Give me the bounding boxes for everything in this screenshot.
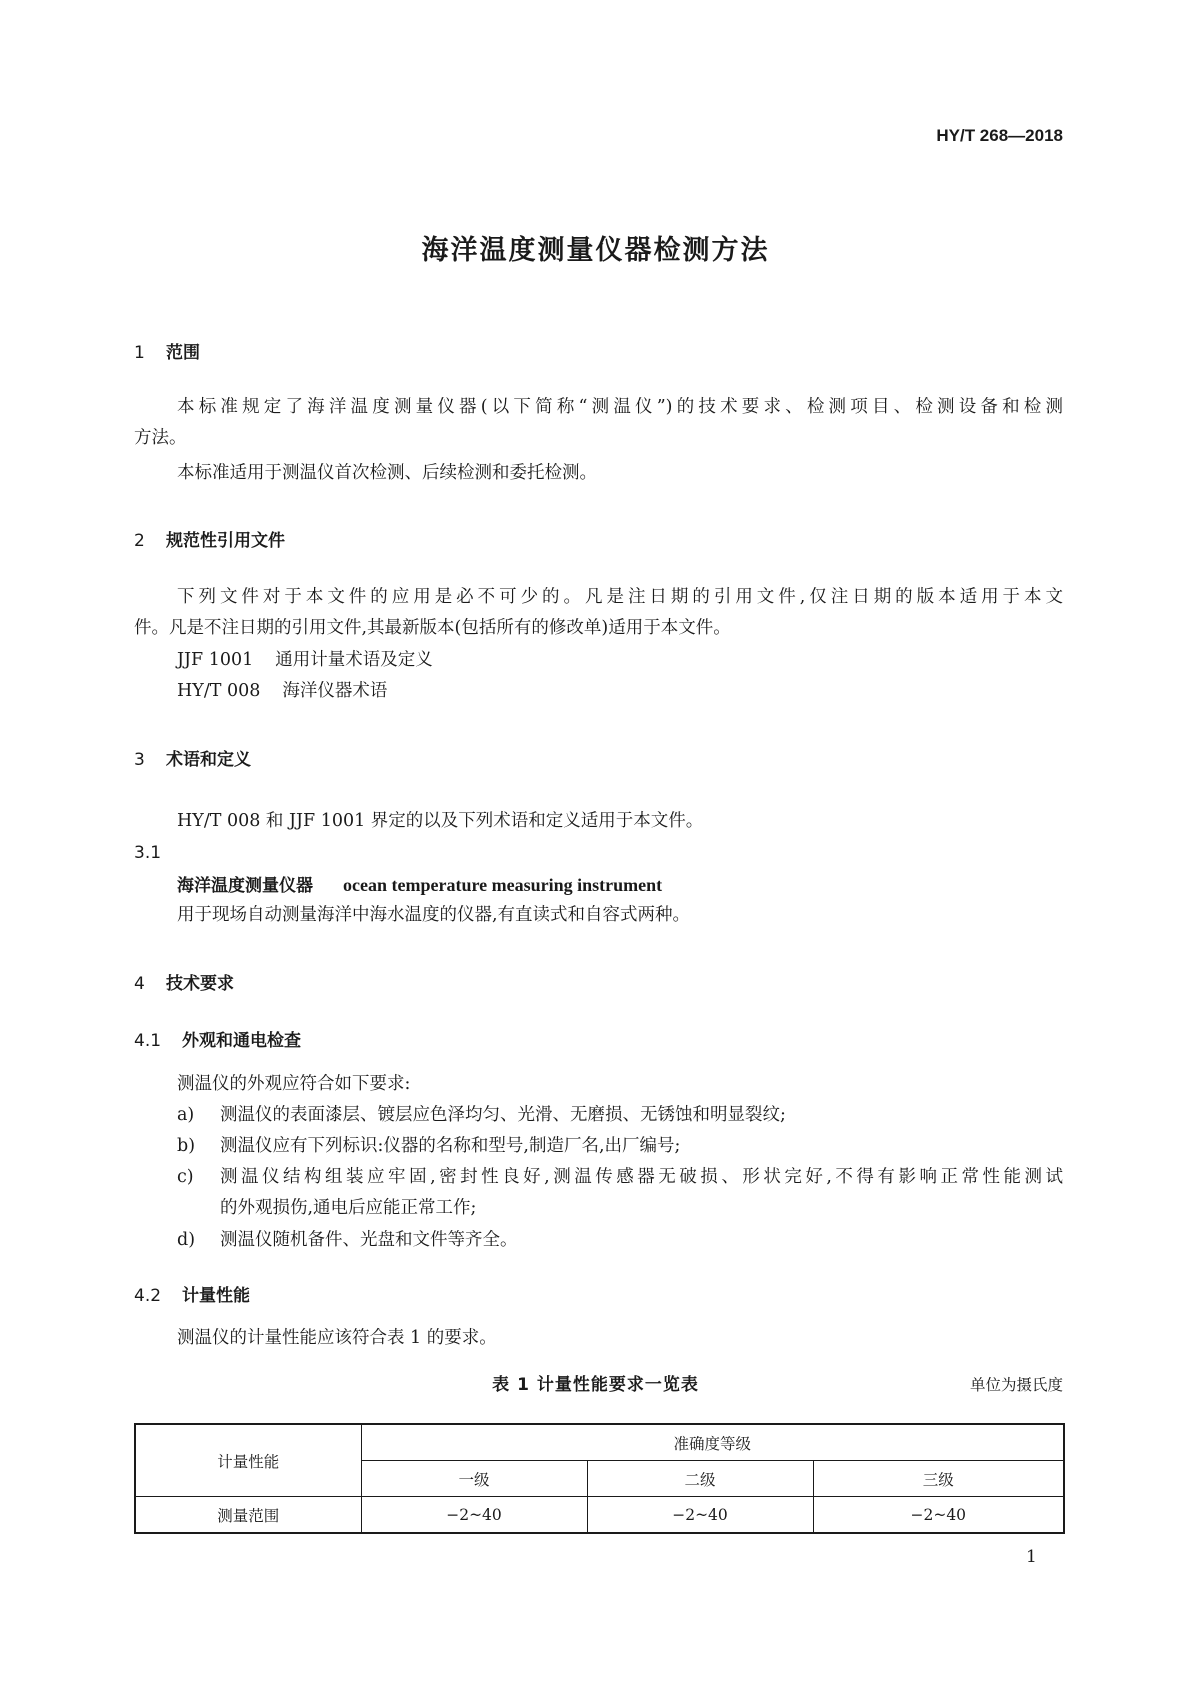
section-title: 术语和定义	[166, 750, 251, 770]
list-marker: d)	[177, 1230, 196, 1250]
reference-item	[177, 676, 387, 707]
list-text-line: 的外观损伤,通电后应能正常工作;	[220, 1198, 477, 1218]
paragraph-line: 件。凡是不注日期的引用文件,其最新版本(包括所有的修改单)适用于本文件。	[134, 618, 731, 638]
section-1-paragraph-1	[134, 392, 1063, 423]
term-english: ocean temperature measuring instrument	[343, 875, 663, 895]
reference-name: 通用计量术语及定义	[275, 650, 433, 670]
list-text	[220, 1162, 1063, 1193]
list-item	[177, 1131, 680, 1162]
paragraph-line: 本标准规定了海洋温度测量仪器(以下简称“测温仪”)的技术要求、检测项目、检测设备和检测	[177, 397, 1063, 417]
table-cell: −2~40	[361, 1497, 587, 1534]
list-text: 测温仪应有下列标识:仪器的名称和型号,制造厂名,出厂编号;	[220, 1136, 681, 1156]
reference-name: 海洋仪器术语	[282, 681, 388, 701]
metrology-table	[134, 1423, 1065, 1534]
paragraph-line: 方法。	[134, 428, 187, 448]
section-number: 4	[134, 974, 145, 994]
table-header-cell: 三级	[813, 1461, 1064, 1497]
section-1-paragraph-2: 本标准适用于测温仪首次检测、后续检测和委托检测。	[177, 463, 597, 483]
section-3-paragraph-1: HY/T 008 和 JJF 1001 界定的以及下列术语和定义适用于本文件。	[177, 811, 704, 831]
table-caption: 表 1 计量性能要求一览表	[492, 1375, 699, 1395]
table-cell: −2~40	[813, 1497, 1064, 1534]
section-4-2-heading	[134, 1281, 250, 1306]
list-item	[177, 1100, 786, 1131]
section-number: 2	[134, 531, 145, 551]
table-cell: −2~40	[587, 1497, 813, 1534]
list-text: 测温仪的表面漆层、镀层应色泽均匀、光滑、无磨损、无锈蚀和明显裂纹;	[220, 1105, 786, 1125]
section-4-1-heading	[134, 1026, 301, 1051]
section-title: 计量性能	[182, 1286, 250, 1306]
term-definition: 用于现场自动测量海洋中海水温度的仪器,有直读式和自容式两种。	[177, 905, 691, 925]
reference-code: HY/T 008	[177, 681, 261, 701]
page-number: 1	[1026, 1547, 1037, 1567]
list-marker: c)	[177, 1167, 194, 1187]
list-text: 测温仪随机备件、光盘和文件等齐全。	[220, 1230, 518, 1250]
term-entry	[177, 871, 662, 896]
table-header-cell: 一级	[361, 1461, 587, 1497]
section-title: 技术要求	[166, 974, 234, 994]
table-header-cell: 二级	[587, 1461, 813, 1497]
list-marker: b)	[177, 1136, 196, 1156]
document-title: 海洋温度测量仪器检测方法	[421, 235, 770, 266]
section-number: 4.1	[134, 1031, 162, 1051]
reference-code: JJF 1001	[177, 650, 254, 670]
section-4-1-intro: 测温仪的外观应符合如下要求:	[177, 1074, 411, 1094]
table-row	[135, 1497, 1064, 1534]
section-4-2-paragraph: 测温仪的计量性能应该符合表 1 的要求。	[177, 1328, 497, 1348]
list-marker: a)	[177, 1105, 195, 1125]
term-chinese: 海洋温度测量仪器	[177, 876, 313, 896]
section-2-paragraph-1	[134, 582, 1063, 613]
section-title: 外观和通电检查	[182, 1031, 301, 1051]
section-4-heading	[134, 969, 234, 994]
section-1-heading	[134, 338, 200, 363]
section-number: 4.2	[134, 1286, 162, 1306]
section-2-heading	[134, 526, 285, 551]
table-group-header: 准确度等级	[361, 1424, 1064, 1461]
section-3-heading	[134, 745, 251, 770]
term-number: 3.1	[134, 843, 162, 863]
section-number: 3	[134, 750, 145, 770]
paragraph-line: 下列文件对于本文件的应用是必不可少的。凡是注日期的引用文件,仅注日期的版本适用于本文	[177, 587, 1063, 607]
section-title: 范围	[166, 343, 200, 363]
list-item	[177, 1225, 518, 1256]
section-title: 规范性引用文件	[166, 531, 285, 551]
section-number: 1	[134, 343, 145, 363]
table-cell: 测量范围	[135, 1497, 361, 1534]
reference-item	[177, 645, 433, 676]
table-header-cell: 计量性能	[135, 1424, 361, 1497]
list-text-line: 测温仪结构组装应牢固,密封性良好,测温传感器无破损、形状完好,不得有影响正常性能测试	[220, 1167, 1063, 1187]
standard-code: HY/T 268—2018	[936, 126, 1063, 145]
table-unit: 单位为摄氏度	[969, 1376, 1063, 1394]
